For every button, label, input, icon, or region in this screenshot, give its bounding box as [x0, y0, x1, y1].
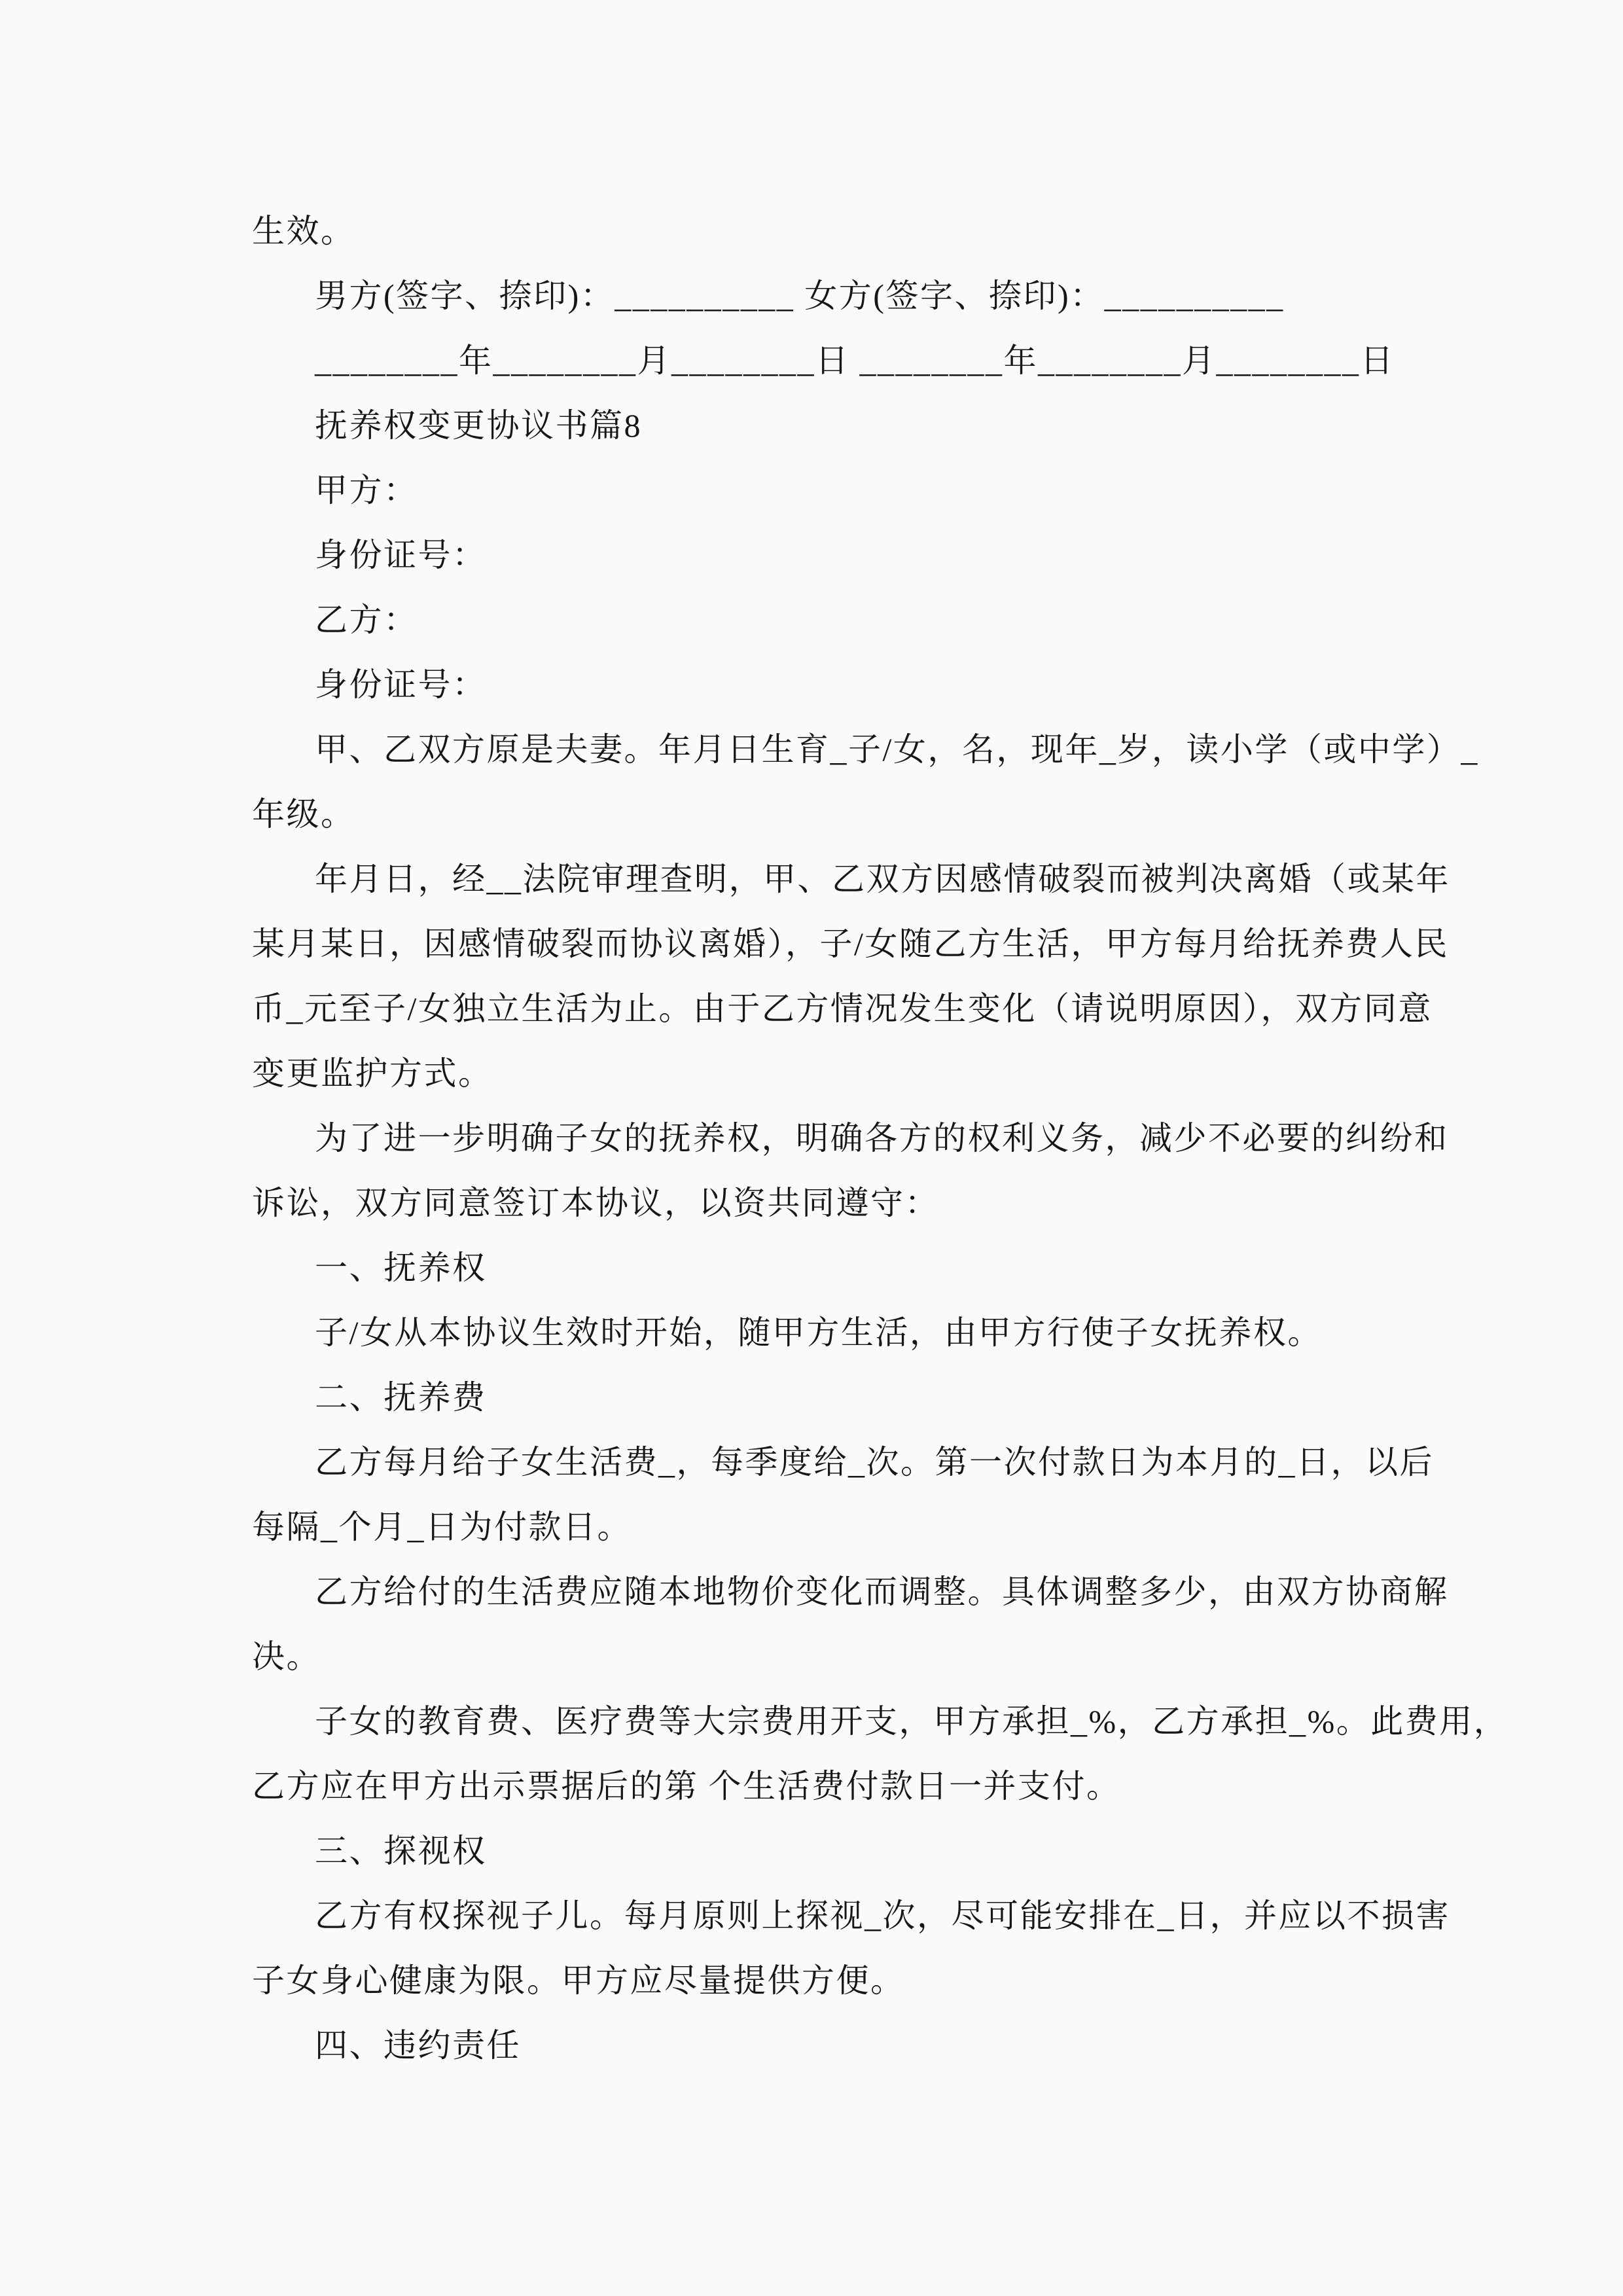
- document-line: 乙方应在甲方出示票据后的第 个生活费付款日一并支付。: [252, 1768, 1121, 1804]
- document-line: 每隔_个月_日为付款日。: [252, 1509, 632, 1545]
- document-line: 三、探视权: [315, 1833, 487, 1869]
- document-line: 乙方每月给子女生活费_，每季度给_次。第一次付款日为本月的_日，以后: [315, 1444, 1434, 1480]
- document-line: 乙方给付的生活费应随本地物价变化而调整。具体调整多少，由双方协商解: [315, 1573, 1449, 1610]
- document-line: 乙方有权探视子儿。每月原则上探视_次，尽可能安排在_日，并应以不损害: [315, 1897, 1450, 1934]
- document-line: ________年________月________日 ________年________月________日: [315, 342, 1395, 379]
- document-line: 生效。: [252, 213, 355, 249]
- document-line: 一、抚养权: [315, 1249, 487, 1286]
- document-line: 男方(签字、捺印)：__________ 女方(签字、捺印)：__________: [315, 278, 1285, 314]
- document-line: 子/女从本协议生效时开始，随甲方生活，由甲方行使子女抚养权。: [315, 1314, 1322, 1351]
- document-line: 为了进一步明确子女的抚养权，明确各方的权利义务，减少不必要的纠纷和: [315, 1120, 1449, 1157]
- document-line: 变更监护方式。: [252, 1055, 493, 1092]
- document-line: 决。: [252, 1638, 321, 1675]
- document-line: 四、违约责任: [315, 2027, 521, 2064]
- document-line: 币_元至子/女独立生活为止。由于乙方情况发生变化（请说明原因），双方同意: [252, 990, 1433, 1027]
- document-line: 年月日，经__法院审理查明，甲、乙双方因感情破裂而被判决离婚（或某年: [315, 861, 1450, 897]
- document-line: 甲方：: [315, 472, 418, 509]
- document-line: 子女的教育费、医疗费等大宗费用开支，甲方承担_%，乙方承担_%。此费用，: [315, 1703, 1508, 1740]
- document-line: 身份证号：: [315, 537, 487, 573]
- document-line: 抚养权变更协议书篇8: [315, 407, 642, 444]
- document-line: 子女身心健康为限。甲方应尽量提供方便。: [252, 1962, 905, 1999]
- document-line: 二、抚养费: [315, 1379, 487, 1416]
- document-body: [252, 199, 1508, 2078]
- document-line: 甲、乙双方原是夫妻。年月日生育_子/女，名，现年_岁，读小学（或中学）_: [315, 731, 1479, 768]
- document-line: 乙方：: [315, 601, 418, 638]
- document-line: 诉讼，双方同意签订本协议，以资共同遵守：: [252, 1185, 939, 1221]
- document-line: 身份证号：: [315, 666, 487, 703]
- document-line: 某月某日，因感情破裂而协议离婚），子/女随乙方生活，甲方每月给抚养费人民: [252, 925, 1449, 962]
- document-line: 年级。: [252, 796, 355, 833]
